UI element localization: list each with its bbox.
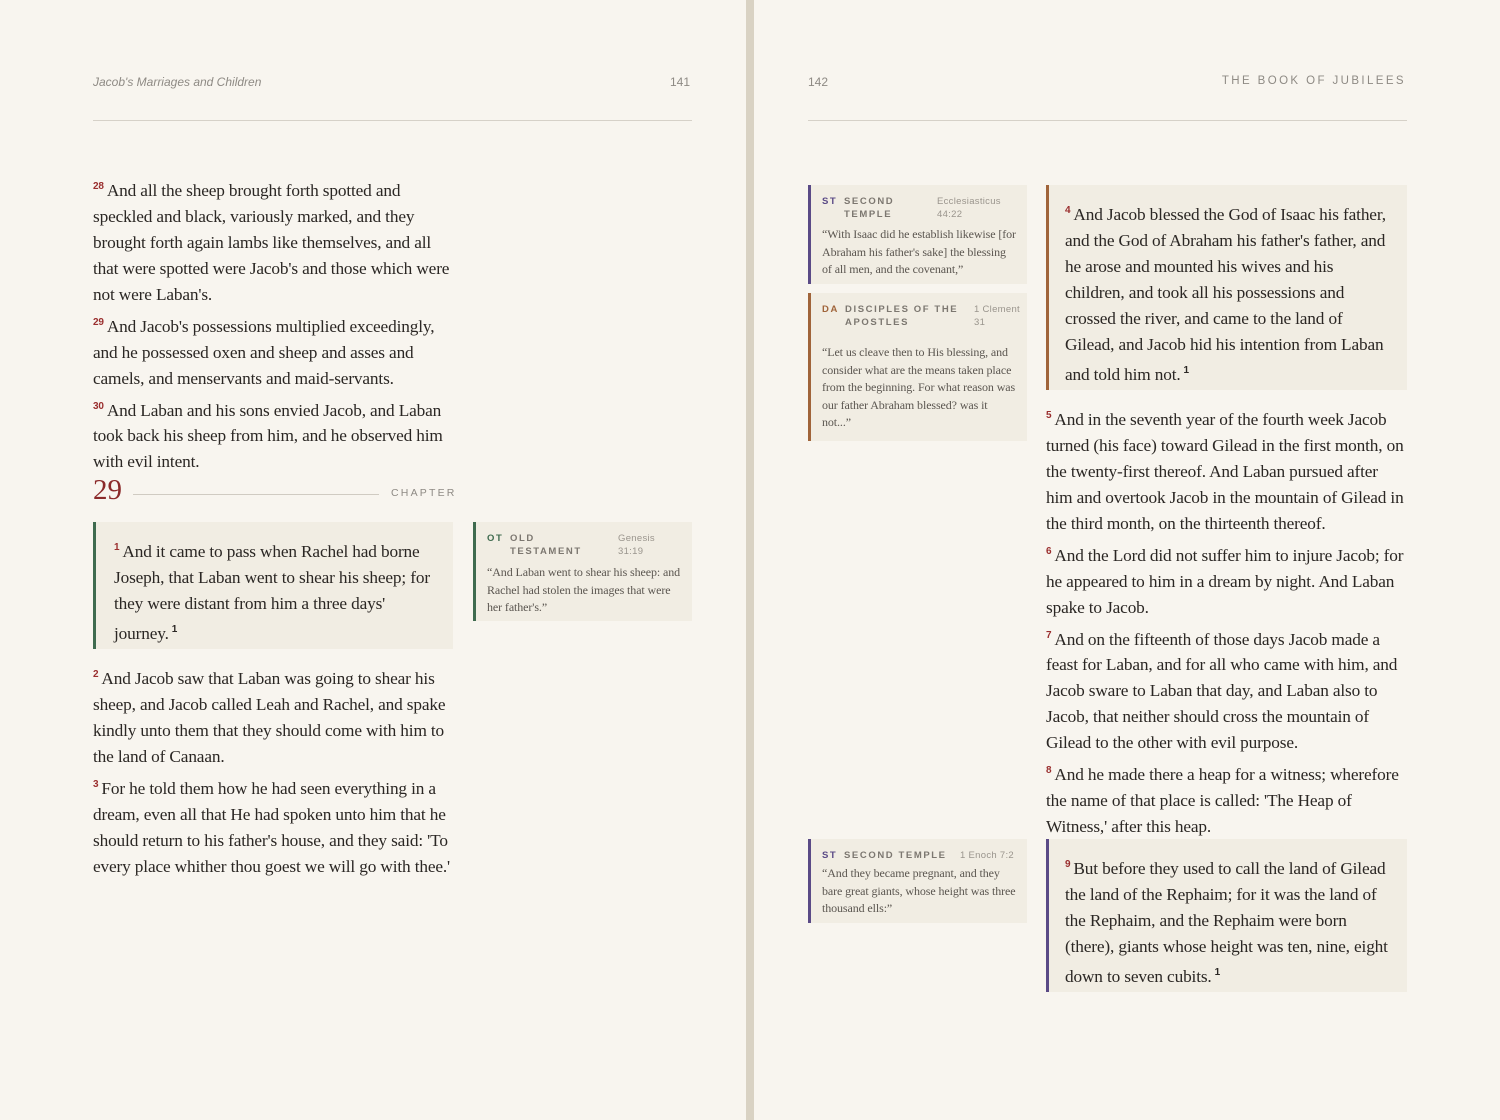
footnote-marker[interactable]: 1 (171, 623, 178, 635)
header-divider (808, 120, 1407, 121)
verse-number: 6 (1046, 545, 1052, 557)
verse-text: And it came to pass when Rachel had borne Joseph, that Laban went to shear his sheep; for they were distant from him a three days' journey. (114, 541, 430, 643)
verse-text: But before they used to call the land of Gilead the land of the Rephaim; for it was the land of the Rephaim, and the Rephaim were born (there), giants whose height was ten, nine, eight down to seven cubits. (1065, 858, 1388, 986)
verse-block-top (93, 174, 455, 477)
verse-block (1046, 403, 1408, 842)
verse-number: 2 (93, 669, 99, 680)
verse-text: And on the fifteenth of those days Jacob made a feast for Laban, and for all who came with him, and Jacob sware to Laban that day, and Laban also to Jacob, that neither should cross the mountain of Gilead to the other with evil purpose. (1046, 629, 1398, 753)
left-page (0, 0, 746, 1120)
verse-text: And Jacob blessed the God of Isaac his father, and the God of Abraham his father's father, and he arose and mounted his wives and his children, and took all his possessions and crossed the river, and came to the land of Gilead, and Jacob hid his intention from Laban and told him not. (1065, 204, 1386, 384)
footnote-marker[interactable]: 1 (1183, 364, 1189, 376)
highlighted-verse-9[interactable] (1046, 839, 1407, 992)
chapter-heading (93, 474, 455, 510)
reference-location: 1 Enoch 7:2 (960, 850, 1015, 861)
reference-card-da[interactable] (808, 293, 1027, 441)
reference-code: ST (822, 850, 838, 861)
reference-code: DA (822, 304, 839, 315)
running-title: Jacob's Marriages and Children (93, 75, 262, 89)
reference-quote: “And they became pregnant, and they bare great giants, whose height was three thousand ells:” (822, 866, 1016, 916)
verse-7 (1046, 623, 1408, 757)
verse-block-bottom (93, 662, 455, 882)
page-number: 142 (808, 75, 829, 89)
verse-number: 1 (114, 542, 120, 553)
verse-text: And Jacob's possessions multiplied exceedingly, and he possessed oxen and sheep and asses and camels, and menservants and maid-servants. (93, 316, 435, 388)
verse-3 (93, 772, 455, 880)
reference-header (822, 195, 1017, 221)
header-divider (93, 120, 692, 121)
verse-text: And the Lord did not suffer him to injure Jacob; for he appeared to him in a dream by night. And Laban spake to Jacob. (1046, 545, 1404, 617)
reference-label: SECOND TEMPLE (844, 850, 947, 861)
verse-text: And Jacob saw that Laban was going to shear his sheep, and Jacob called Leah and Rachel, and spake kindly unto them that they should come with him to the land of Canaan. (93, 668, 446, 766)
verse-text: And Laban and his sons envied Jacob, and Laban took back his sheep from him, and he observed him with evil intent. (93, 400, 443, 472)
verse-text: For he told them how he had seen everything in a dream, even all that He had spoken unto him that he should return to his father's house, and they said: 'To every place whither thou goest we will go with thee.' (93, 778, 451, 876)
verse-number: 9 (1065, 859, 1071, 870)
right-page (754, 0, 1500, 1120)
reference-label: SECOND TEMPLE (844, 196, 895, 220)
verse-6 (1046, 539, 1408, 621)
reference-card-ot[interactable] (473, 522, 692, 621)
reference-label: OLD TESTAMENT (510, 533, 582, 557)
verse-5 (1046, 403, 1408, 537)
verse-text: And he made there a heap for a witness; wherefore the name of that place is called: 'The Heap of Witness,' after this heap. (1046, 765, 1399, 837)
chapter-number: 29 (93, 474, 122, 506)
verse-number: 4 (1065, 205, 1071, 216)
verse-2 (93, 662, 455, 770)
page-number: 141 (670, 75, 691, 89)
reference-location: Genesis 31:19 (618, 533, 655, 557)
verse-29 (93, 310, 455, 392)
reference-location: 1 Clement 31 (974, 304, 1020, 328)
reference-code: ST (822, 196, 838, 207)
reference-card-st-enoch[interactable] (808, 839, 1027, 923)
reference-header (487, 532, 682, 558)
reference-header (822, 303, 1020, 342)
reference-label: DISCIPLES OF THE APOSTLES (845, 304, 959, 328)
running-title: THE BOOK OF JUBILEES (1221, 75, 1406, 87)
reference-quote: “Let us cleave then to His blessing, and consider what are the means taken place from the beginning. For what reason was our father Abraham blessed? was it not...” (822, 345, 1016, 430)
verse-number: 3 (93, 778, 99, 790)
reference-location: Ecclesiasticus 44:22 (937, 196, 1001, 220)
verse-text: And in the seventh year of the fourth week Jacob turned (his face) toward Gilead in the first month, on the twenty-first thereof. And Laban pursued after him and overtook Jacob in the mountain of Gilead in the third month, on the thirteenth thereof. (1046, 409, 1404, 533)
reference-card-st[interactable] (808, 185, 1027, 284)
reference-header (822, 849, 1017, 862)
reference-quote: “With Isaac did he establish likewise [for Abraham his father's sake] the blessing of all men, and the covenant,” (822, 227, 1016, 277)
verse-number: 28 (93, 181, 104, 192)
reference-code: OT (487, 533, 504, 544)
verse-number: 30 (93, 400, 104, 412)
highlighted-verse-4[interactable] (1046, 185, 1407, 390)
verse-number: 5 (1046, 410, 1052, 421)
chapter-rule (133, 494, 379, 495)
chapter-label: CHAPTER (391, 487, 457, 499)
verse-28 (93, 174, 455, 308)
verse-30 (93, 394, 455, 476)
verse-number: 7 (1046, 629, 1052, 641)
footnote-marker[interactable]: 1 (1214, 966, 1221, 978)
verse-text: And all the sheep brought forth spotted and speckled and black, variously marked, and they brought forth again lambs like themselves, and all that were spotted were Jacob's and those which were not were Laban's. (93, 180, 450, 304)
verse-8 (1046, 758, 1408, 840)
verse-number: 29 (93, 316, 104, 328)
highlighted-verse-1[interactable] (93, 522, 453, 649)
verse-number: 8 (1046, 765, 1052, 777)
reference-quote: “And Laban went to shear his sheep: and Rachel had stolen the images that were her father's.” (487, 565, 681, 615)
